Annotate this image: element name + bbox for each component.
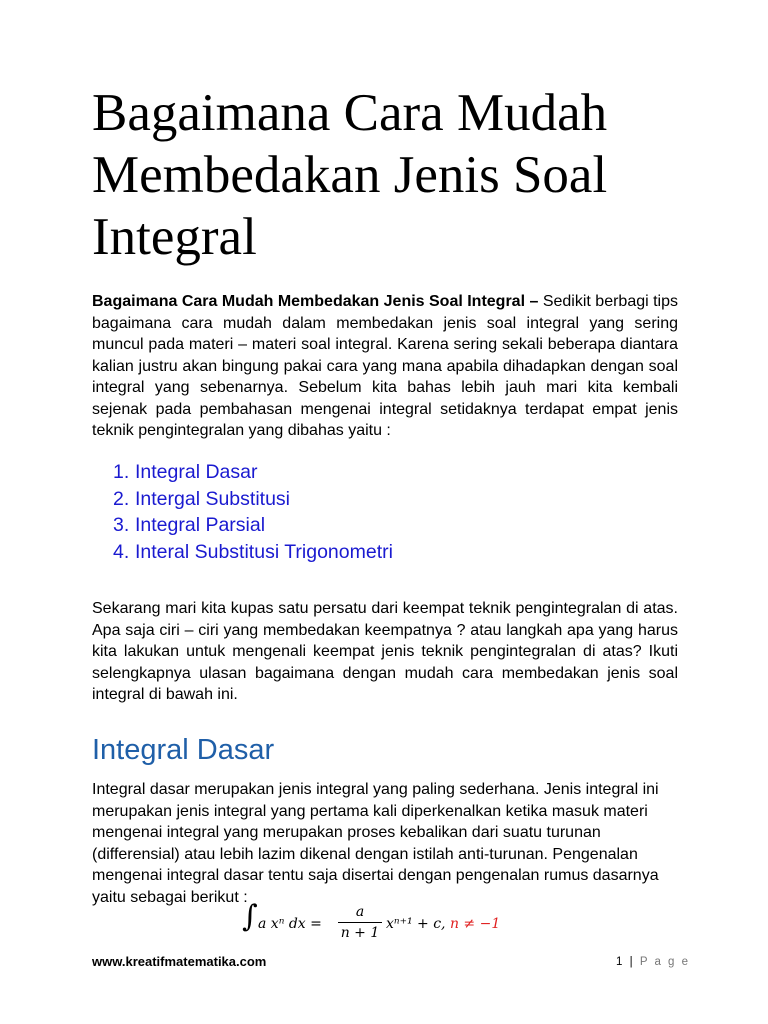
integral-formula: [242, 900, 542, 946]
page-label: P a g e: [639, 956, 691, 968]
list-number: 1.: [113, 461, 130, 483]
formula-rhs-text: xⁿ⁺¹ + c,: [386, 916, 446, 932]
list-item: [113, 459, 393, 486]
footer-page-number: [616, 956, 690, 968]
technique-list: [113, 459, 393, 565]
body-paragraph-3: Integral dasar merupakan jenis integral yang paling sederhana. Jenis integral ini merupakan jenis integral yang pertama kali diperkenalkan ketika masuk materi mengenai integral yang merupakan proses kebalikan dari suatu turunan (differensial) atau lebih lazim dikenal dengan istilah anti-turunan. Pengenalan mengenai integral dasar tentu saja disertai dengan pengenalan rumus dasarnya yaitu sebagai berikut :: [92, 781, 659, 906]
intro-lead: Bagaimana Cara Mudah Membedakan Jenis Soal Integral –: [92, 293, 539, 310]
page-number: 1: [616, 956, 625, 968]
footer-website: www.kreatifmatematika.com: [92, 954, 267, 969]
formula-rhs: [386, 916, 500, 932]
formula-condition: n ≠ −1: [445, 916, 501, 932]
fraction-numerator: a: [355, 904, 365, 920]
formula-lhs: a xⁿ dx =: [258, 916, 322, 932]
intro-paragraph: [92, 291, 678, 442]
list-item: [113, 539, 393, 566]
list-item: [113, 486, 393, 513]
intro-text: Sedikit berbagi tips bagaimana cara mudah dalam membedakan jenis soal integral yang sering muncul pada materi – materi soal integral. Karena sering sekali beberapa diantara kalian justru akan bingung pakai cara yang mana apabila dihadapkan dengan soal integral yang sebenarnya. Sebelum kita bahas lebih jauh mari kita kembali sejenak pada pembahasan mengenai integral setidaknya terdapat empat jenis teknik pengintegralan yang dibahas yaitu :: [92, 293, 679, 439]
section-heading: Integral Dasar: [92, 734, 275, 766]
formula-fraction: [338, 904, 382, 941]
body-paragraph-2: Sekarang mari kita kupas satu persatu dari keempat teknik pengintegralan di atas. Apa saja ciri – ciri yang membedakan keempatnya ? atau langkah apa yang harus kita lakukan untuk mengenali keempat jenis teknik pengintegralan di atas? Ikuti selengkapnya ulasan bagaimana dengan mudah cara membedakan jenis soal integral di bawah ini.: [92, 600, 678, 703]
page-separator: |: [629, 956, 635, 968]
list-number: 3.: [113, 514, 130, 536]
list-label: Interal Substitusi Trigonometri: [135, 540, 393, 563]
list-label: Integral Parsial: [135, 514, 266, 536]
integral-sign: ∫: [242, 899, 258, 934]
list-label: Intergal Substitusi: [135, 487, 291, 510]
list-label: Integral Dasar: [135, 461, 258, 483]
list-item: [113, 512, 393, 539]
fraction-denominator: n + 1: [340, 925, 380, 941]
document-title: Bagaimana Cara Mudah Membedakan Jenis Soal Integral: [92, 84, 608, 266]
list-number: 2.: [113, 487, 130, 510]
list-number: 4.: [113, 540, 130, 563]
fraction-bar: [338, 922, 382, 923]
